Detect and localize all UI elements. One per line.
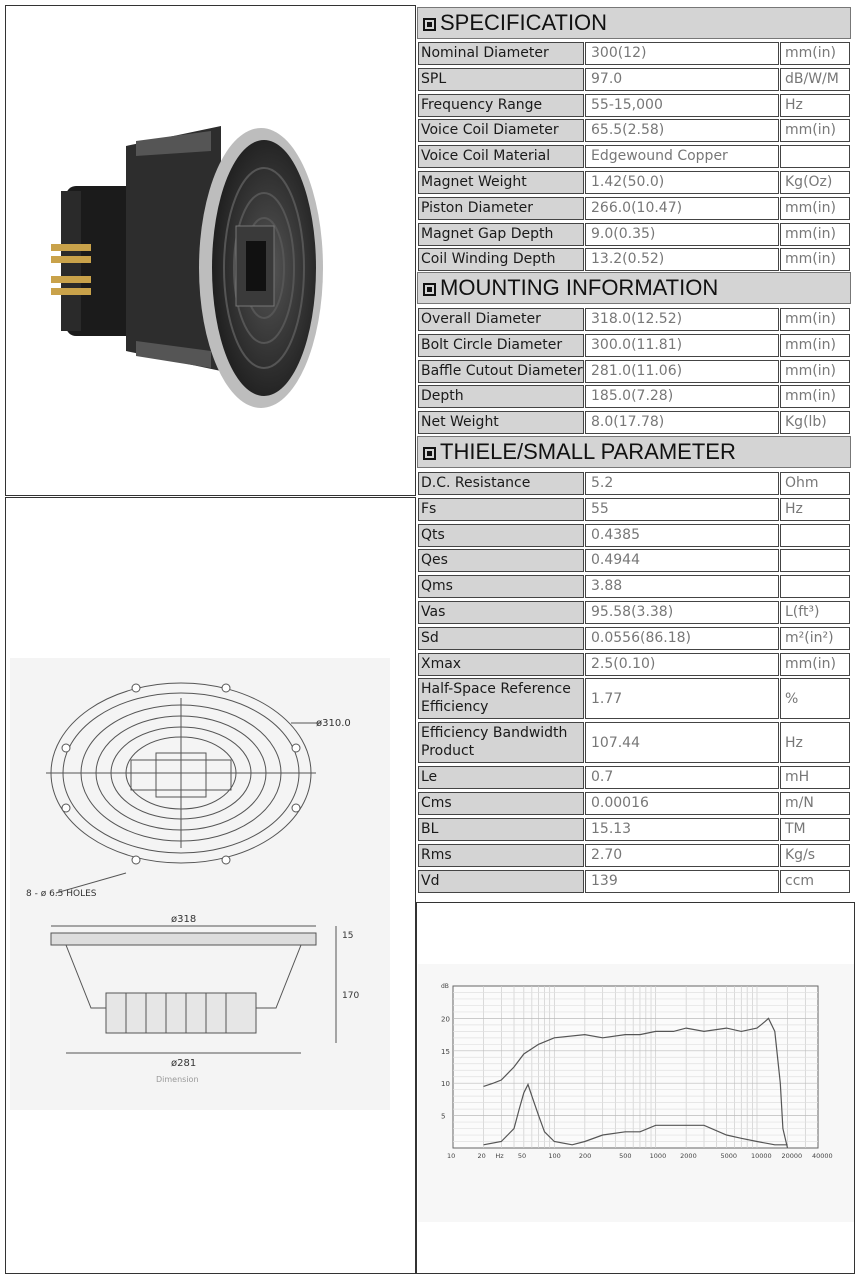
row-value: 0.00016 <box>585 792 779 815</box>
checkbox-icon <box>423 18 436 31</box>
y-tick-label: 15 <box>441 1047 450 1056</box>
row-unit: Hz <box>780 94 850 117</box>
row-label: Rms <box>418 844 584 867</box>
row-unit: Kg(lb) <box>780 411 850 434</box>
x-tick-label: 40000 <box>812 1152 833 1160</box>
row-label: Efficiency Bandwidth Product <box>418 722 584 763</box>
row-unit: mm(in) <box>780 197 850 220</box>
row-label: Depth <box>418 385 584 408</box>
row-value: 65.5(2.58) <box>585 119 779 142</box>
row-label: Fs <box>418 498 584 521</box>
dim-15-label: 15 <box>342 931 354 941</box>
row-value: 55 <box>585 498 779 521</box>
row-label: Vd <box>418 870 584 893</box>
y-tick-label: 5 <box>441 1112 446 1121</box>
row-unit: Hz <box>780 722 850 763</box>
row-label: Nominal Diameter <box>418 42 584 65</box>
row-label: Voice Coil Diameter <box>418 119 584 142</box>
x-tick-label: 20 <box>477 1152 486 1160</box>
row-label: BL <box>418 818 584 841</box>
x-tick-label: 2000 <box>680 1152 697 1160</box>
row-label: Voice Coil Material <box>418 145 584 168</box>
row-value: 318.0(12.52) <box>585 308 779 331</box>
row-unit: dB/W/M <box>780 68 850 91</box>
row-unit: mH <box>780 766 850 789</box>
row-unit: mm(in) <box>780 248 850 271</box>
x-tick-label: 10 <box>447 1152 456 1160</box>
row-unit: mm(in) <box>780 119 850 142</box>
speaker-photo <box>6 6 414 494</box>
row-value: 5.2 <box>585 472 779 495</box>
thiele-header: THIELE/SMALL PARAMETER <box>417 436 851 468</box>
row-unit: L(ft³) <box>780 601 850 624</box>
row-unit: mm(in) <box>780 385 850 408</box>
row-label: Qts <box>418 524 584 547</box>
holes-label: 8 - ø 6.5 HOLES <box>26 889 97 899</box>
row-label: Sd <box>418 627 584 650</box>
row-label: Piston Diameter <box>418 197 584 220</box>
row-label: Magnet Weight <box>418 171 584 194</box>
row-value: 107.44 <box>585 722 779 763</box>
x-tick-label: 100 <box>548 1152 561 1160</box>
row-label: Magnet Gap Depth <box>418 223 584 246</box>
row-value: 13.2(0.52) <box>585 248 779 271</box>
row-value: 1.77 <box>585 678 779 719</box>
row-label: Xmax <box>418 653 584 676</box>
row-value: 3.88 <box>585 575 779 598</box>
row-label: Overall Diameter <box>418 308 584 331</box>
specification-header: SPECIFICATION <box>417 7 851 39</box>
row-value: Edgewound Copper <box>585 145 779 168</box>
row-label: Qms <box>418 575 584 598</box>
row-label: Baffle Cutout Diameter <box>418 360 584 383</box>
row-unit <box>780 524 850 547</box>
x-tick-label: 20000 <box>781 1152 803 1160</box>
row-value: 8.0(17.78) <box>585 411 779 434</box>
drawing-caption: Dimension <box>156 1075 199 1084</box>
y-tick-label: 20 <box>441 1015 450 1024</box>
row-unit: Ohm <box>780 472 850 495</box>
row-value: 1.42(50.0) <box>585 171 779 194</box>
row-label: Half-Space Reference Efficiency <box>418 678 584 719</box>
dim-318-label: ø318 <box>171 914 197 925</box>
row-unit <box>780 145 850 168</box>
row-unit: mm(in) <box>780 42 850 65</box>
row-value: 185.0(7.28) <box>585 385 779 408</box>
row-value: 0.4385 <box>585 524 779 547</box>
row-value: 15.13 <box>585 818 779 841</box>
row-unit: mm(in) <box>780 308 850 331</box>
row-value: 0.4944 <box>585 549 779 572</box>
dimension-drawing <box>6 498 414 1272</box>
row-unit: mm(in) <box>780 360 850 383</box>
dim-170-label: 170 <box>342 991 360 1001</box>
row-label: Frequency Range <box>418 94 584 117</box>
row-label: Net Weight <box>418 411 584 434</box>
row-label: Qes <box>418 549 584 572</box>
y-unit-label: dB <box>441 983 449 990</box>
x-tick-label: Hz <box>495 1152 504 1160</box>
row-unit: Kg/s <box>780 844 850 867</box>
row-value: 9.0(0.35) <box>585 223 779 246</box>
x-tick-label: 50 <box>517 1152 527 1160</box>
row-value: 139 <box>585 870 779 893</box>
row-value: 97.0 <box>585 68 779 91</box>
row-value: 0.7 <box>585 766 779 789</box>
row-value: 0.0556(86.18) <box>585 627 779 650</box>
row-label: SPL <box>418 68 584 91</box>
x-tick-label: 10000 <box>750 1152 772 1160</box>
dim-281-label: ø281 <box>171 1058 197 1069</box>
row-label: Le <box>418 766 584 789</box>
row-unit: TM <box>780 818 850 841</box>
row-label: D.C. Resistance <box>418 472 584 495</box>
mounting-header: MOUNTING INFORMATION <box>417 272 851 304</box>
row-unit <box>780 575 850 598</box>
y-tick-label: 10 <box>441 1080 450 1089</box>
row-label: Vas <box>418 601 584 624</box>
x-tick-label: 5000 <box>720 1152 738 1160</box>
row-label: Cms <box>418 792 584 815</box>
checkbox-icon <box>423 283 436 296</box>
row-unit: mm(in) <box>780 334 850 357</box>
row-unit: Kg(Oz) <box>780 171 850 194</box>
row-unit: % <box>780 678 850 719</box>
row-value: 95.58(3.38) <box>585 601 779 624</box>
x-tick-label: 500 <box>619 1152 632 1160</box>
row-value: 300.0(11.81) <box>585 334 779 357</box>
row-value: 300(12) <box>585 42 779 65</box>
row-label: Bolt Circle Diameter <box>418 334 584 357</box>
row-label: Coil Winding Depth <box>418 248 584 271</box>
row-value: 281.0(11.06) <box>585 360 779 383</box>
row-value: 2.5(0.10) <box>585 653 779 676</box>
x-tick-label: 200 <box>578 1152 592 1160</box>
dim-310-label: ø310.0 <box>316 718 351 729</box>
row-value: 2.70 <box>585 844 779 867</box>
row-value: 266.0(10.47) <box>585 197 779 220</box>
row-unit: m/N <box>780 792 850 815</box>
row-unit <box>780 549 850 572</box>
row-unit: m²(in²) <box>780 627 850 650</box>
row-unit: ccm <box>780 870 850 893</box>
x-tick-label: 1000 <box>649 1152 667 1160</box>
checkbox-icon <box>423 447 436 460</box>
row-unit: mm(in) <box>780 223 850 246</box>
row-unit: mm(in) <box>780 653 850 676</box>
row-unit: Hz <box>780 498 850 521</box>
row-value: 55-15,000 <box>585 94 779 117</box>
frequency-response-chart <box>418 904 854 1272</box>
plot-area <box>453 986 818 1148</box>
